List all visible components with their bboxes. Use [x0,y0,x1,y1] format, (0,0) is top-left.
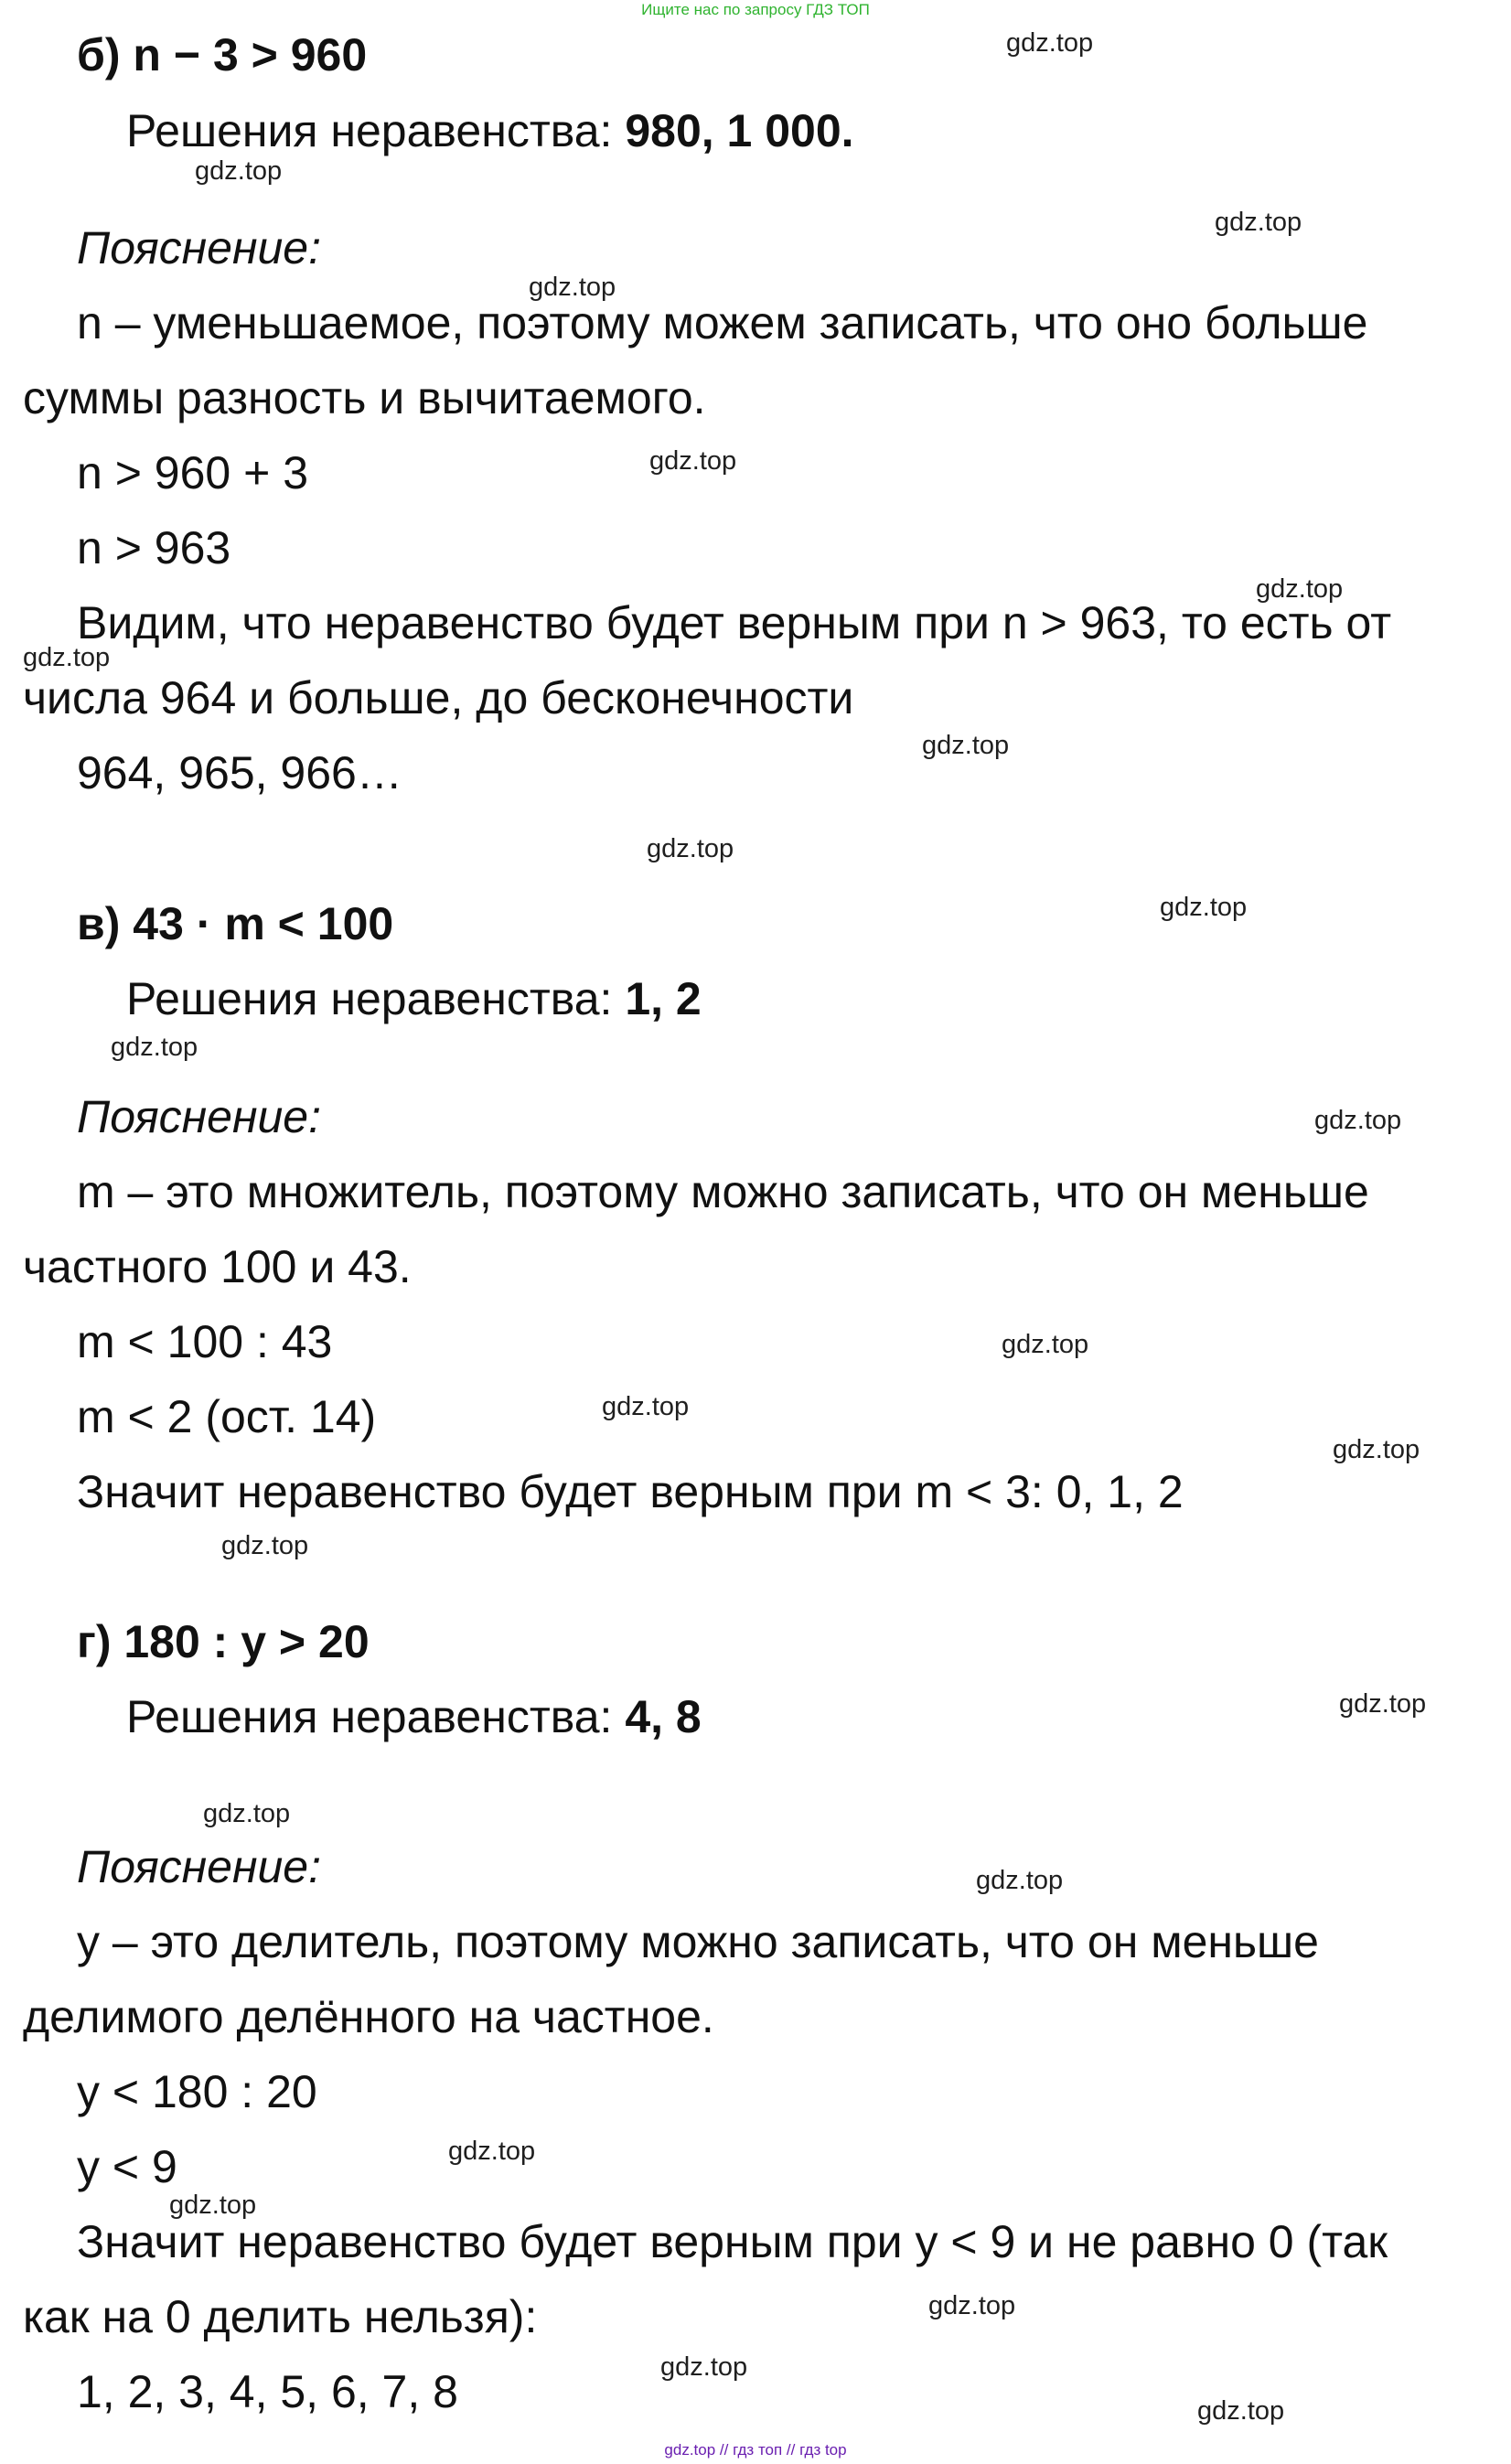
answer-label: Решения неравенства: [126,105,626,156]
section-v-text-line2: частного 100 и 43. [23,1241,412,1292]
section-v-answer [126,971,702,1026]
watermark: gdz.top [1256,574,1344,604]
section-b-explain-label: Пояснение: [77,222,321,273]
section-g-explain-label: Пояснение: [77,1841,321,1892]
answer-value: 4, 8 [625,1691,702,1742]
answer-label: Решения неравенства: [126,973,626,1024]
section-v-conclusion: Значит неравенство будет верным при m < 3: 0, 1, 2 [77,1466,1184,1517]
section-v-heading: в) 43 · m < 100 [77,898,394,949]
section-g-heading: г) 180 : y > 20 [77,1616,370,1667]
section-v-calc1: m < 100 : 43 [77,1316,333,1367]
watermark: gdz.top [660,2352,748,2382]
watermark: gdz.top [1215,208,1302,237]
section-b-calc2: n > 963 [77,522,231,573]
footer-links[interactable]: gdz.top // гдз топ // гдз top [664,2441,847,2459]
watermark: gdz.top [1197,2396,1285,2426]
section-v-calc2: m < 2 (ост. 14) [77,1391,377,1442]
section-g-calc1: y < 180 : 20 [77,2066,317,2117]
top-banner[interactable]: Ищите нас по запросу ГДЗ ТОП [641,1,870,18]
section-g-text-line2: делимого делённого на частное. [23,1991,714,2042]
section-b-text-line1: n – уменьшаемое, поэтому можем записать, что оно больше [77,297,1368,348]
section-b-text-line2: суммы разность и вычитаемого. [23,372,706,423]
section-b-conclusion-line2: числа 964 и больше, до бесконечности [23,672,854,723]
section-g-list: 1, 2, 3, 4, 5, 6, 7, 8 [77,2366,458,2417]
watermark: gdz.top [1314,1106,1402,1135]
watermark: gdz.top [1006,28,1094,58]
watermark: gdz.top [976,1866,1064,1895]
watermark: gdz.top [647,834,734,863]
answer-value: 1, 2 [625,973,702,1024]
watermark: gdz.top [203,1799,291,1828]
watermark: gdz.top [1002,1330,1089,1359]
section-b-conclusion-line1: Видим, что неравенство будет верным при n > 963, то есть от [77,597,1392,648]
watermark: gdz.top [922,731,1010,760]
watermark: gdz.top [221,1531,309,1560]
section-g-conclusion-line2: как на 0 делить нельзя): [23,2291,538,2342]
section-b-calc1: n > 960 + 3 [77,447,309,498]
section-b-answer [126,103,854,158]
section-b-list: 964, 965, 966… [77,747,402,798]
section-v-text-line1: m – это множитель, поэтому можно записать, что он меньше [77,1166,1369,1217]
watermark: gdz.top [529,273,616,302]
answer-value: 980, 1 000. [625,105,854,156]
watermark: gdz.top [928,2291,1016,2320]
watermark: gdz.top [1339,1689,1427,1719]
watermark: gdz.top [111,1033,198,1062]
watermark: gdz.top [602,1392,690,1421]
section-g-conclusion-line1: Значит неравенство будет верным при y < 9 и не равно 0 (так [77,2216,1388,2267]
watermark: gdz.top [195,156,283,186]
watermark: gdz.top [649,446,737,476]
section-b-heading: б) n − 3 > 960 [77,29,368,80]
watermark: gdz.top [1160,893,1248,922]
watermark: gdz.top [448,2137,536,2166]
section-g-answer [126,1689,702,1744]
watermark: gdz.top [23,643,111,672]
section-g-calc2: y < 9 [77,2141,177,2192]
section-v-explain-label: Пояснение: [77,1091,321,1142]
watermark: gdz.top [1333,1435,1420,1464]
watermark: gdz.top [169,2191,257,2220]
section-g-text-line1: y – это делитель, поэтому можно записать, что он меньше [77,1916,1319,1967]
answer-label: Решения неравенства: [126,1691,626,1742]
